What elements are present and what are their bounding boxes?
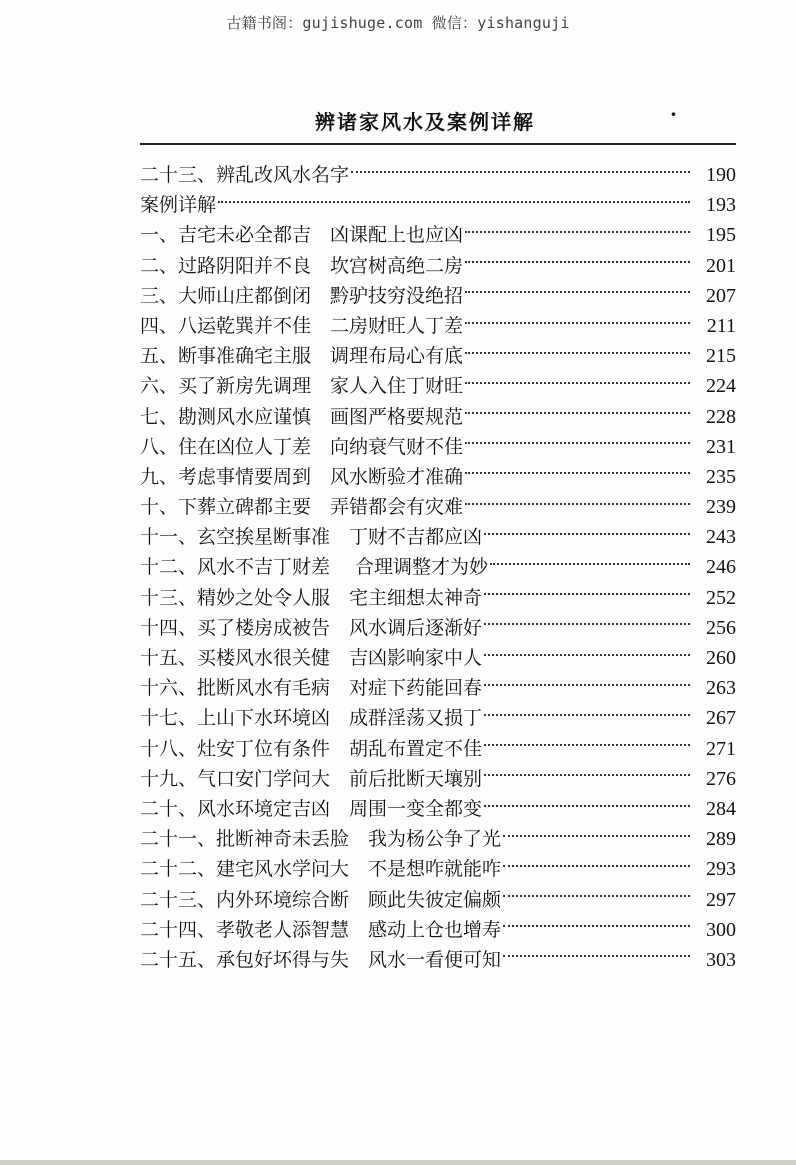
toc-entry-page-number: 284 — [706, 797, 736, 820]
toc-entry[interactable] — [140, 492, 736, 522]
toc-entry-title: 十四、买了楼房成被告 风水调后逐渐好 — [140, 616, 483, 639]
toc-entry[interactable] — [140, 220, 736, 250]
dot-leader — [484, 592, 690, 595]
running-head-mark: · — [670, 102, 677, 126]
toc-entry-page-number: 271 — [706, 737, 736, 760]
toc-entry-page-number: 246 — [706, 556, 736, 579]
toc-entry-title: 九、考虑事情要周到 风水断验才准确 — [140, 465, 464, 488]
toc-entry-title: 十八、灶安丁位有条件 胡乱布置定不佳 — [140, 737, 483, 760]
watermark-text: 古籍书阁：gujishuge.com 微信：yishanguji — [226, 14, 570, 32]
toc-entry-title: 八、住在凶位人丁差 向纳衰气财不佳 — [140, 435, 464, 458]
toc-entry-page-number: 215 — [706, 345, 736, 368]
toc-entry-page-number: 252 — [706, 586, 736, 609]
dot-leader — [484, 653, 690, 656]
dot-leader — [465, 321, 690, 324]
toc-entry-page-number: 211 — [706, 314, 736, 337]
toc-entry-page-number: 293 — [706, 858, 736, 881]
dot-leader — [465, 351, 690, 354]
toc-entry-page-number: 303 — [706, 948, 736, 971]
toc-entry-title: 二十四、孝敬老人添智慧 感动上仓也增寿 — [140, 918, 502, 941]
toc-entry[interactable] — [140, 462, 736, 492]
toc-entry[interactable] — [140, 402, 736, 432]
toc-entry-page-number: 256 — [706, 616, 736, 639]
toc-entry-title: 二十、风水环境定吉凶 周围一变全都变 — [140, 797, 483, 820]
dot-leader — [465, 471, 690, 474]
running-head-title: 辨诸家风水及案例详解 — [315, 110, 535, 134]
toc-entry-page-number: 195 — [706, 224, 736, 247]
toc-entry[interactable] — [140, 613, 736, 643]
toc-entry[interactable] — [140, 915, 736, 945]
dot-leader — [484, 743, 690, 746]
toc-entry-title: 五、断事准确宅主服 调理布局心有底 — [140, 345, 464, 368]
dot-leader — [484, 622, 690, 625]
dot-leader — [503, 834, 690, 837]
toc-entry[interactable] — [140, 945, 736, 975]
toc-entry[interactable] — [140, 734, 736, 764]
toc-entry-page-number: 224 — [706, 375, 736, 398]
toc-entry-title: 二十五、承包好坏得与失 风水一看便可知 — [140, 948, 502, 971]
dot-leader — [465, 411, 690, 414]
toc-entry[interactable] — [140, 251, 736, 281]
toc-entry-title: 十、下葬立碑都主要 弄错都会有灾难 — [140, 496, 464, 519]
dot-leader — [503, 864, 690, 867]
dot-leader — [218, 200, 690, 203]
toc-entry-title: 二十三、内外环境综合断 顾此失彼定偏颇 — [140, 888, 502, 911]
toc-entry-title: 二十三、辨乱改风水名字 — [140, 164, 350, 186]
toc-entry[interactable] — [140, 432, 736, 462]
dot-leader — [490, 562, 690, 565]
toc-entry[interactable] — [140, 552, 736, 582]
dot-leader — [484, 773, 690, 776]
toc-entry-title: 二十二、建宅风水学问大 不是想咋就能咋 — [140, 858, 502, 881]
toc-entry-page-number: 300 — [706, 918, 736, 941]
toc-entry-title: 十二、风水不吉丁财差 合理调整才为妙 — [140, 556, 489, 579]
dot-leader — [465, 381, 690, 384]
toc-entry-title: 七、勘测风水应谨慎 画图严格要规范 — [140, 405, 464, 428]
toc-entry-page-number: 243 — [706, 526, 736, 549]
toc-entry-page-number: 228 — [706, 405, 736, 428]
toc-entry-page-number: 267 — [706, 707, 736, 730]
toc-entry[interactable] — [140, 885, 736, 915]
toc-entry-title: 四、八运乾巽并不佳 二房财旺人丁差 — [140, 314, 464, 337]
toc-entry-title: 十五、买楼风水很关健 吉凶影响家中人 — [140, 647, 483, 669]
toc-entry[interactable] — [140, 160, 736, 190]
toc-entry-title: 六、买了新房先调理 家人入住丁财旺 — [140, 375, 464, 398]
toc-entry-page-number: 276 — [706, 767, 736, 790]
running-head — [140, 102, 736, 138]
toc-entry-page-number: 231 — [706, 435, 736, 458]
toc-entry-page-number: 235 — [706, 465, 736, 488]
dot-leader — [465, 230, 690, 233]
dot-leader — [465, 290, 690, 293]
toc-entry-title: 二十一、批断神奇未丢脸 我为杨公争了光 — [140, 828, 502, 851]
toc-entry-title: 三、大师山庄都倒闭 黔驴技穷没绝招 — [140, 284, 464, 307]
toc-entry[interactable] — [140, 371, 736, 401]
table-of-contents — [140, 160, 736, 975]
toc-entry-title: 一、吉宅未必全都吉 凶课配上也应凶 — [140, 224, 464, 247]
toc-entry[interactable] — [140, 522, 736, 552]
dot-leader — [465, 441, 690, 444]
dot-leader — [503, 894, 690, 897]
dot-leader — [465, 502, 690, 505]
toc-entry-page-number: 193 — [706, 194, 736, 217]
toc-entry[interactable] — [140, 764, 736, 794]
toc-entry-page-number: 190 — [706, 164, 736, 186]
toc-entry-page-number: 239 — [706, 496, 736, 519]
toc-entry[interactable] — [140, 703, 736, 733]
toc-entry[interactable] — [140, 583, 736, 613]
dot-leader — [503, 924, 690, 927]
toc-entry-page-number: 201 — [706, 254, 736, 277]
toc-entry[interactable] — [140, 281, 736, 311]
toc-entry[interactable] — [140, 341, 736, 371]
toc-entry-title: 十一、玄空挨星断事准 丁财不吉都应凶 — [140, 526, 483, 549]
toc-entry-title: 二、过路阴阳并不良 坎宫树高绝二房 — [140, 254, 464, 277]
toc-entry-title: 十三、精妙之处令人服 宅主细想太神奇 — [140, 586, 483, 609]
toc-entry-page-number: 207 — [706, 284, 736, 307]
dot-leader — [484, 683, 690, 686]
dot-leader — [465, 260, 690, 263]
toc-entry-title: 十七、上山下水环境凶 成群淫荡又损丁 — [140, 707, 483, 730]
toc-entry-page-number: 297 — [706, 888, 736, 911]
toc-entry[interactable] — [140, 794, 736, 824]
page-bottom-edge — [0, 1160, 796, 1165]
toc-entry[interactable] — [140, 854, 736, 884]
dot-leader — [484, 532, 690, 535]
dot-leader — [484, 713, 690, 716]
dot-leader — [351, 170, 690, 173]
toc-entry-page-number: 263 — [706, 677, 736, 700]
toc-entry[interactable] — [140, 643, 736, 673]
dot-leader — [503, 954, 690, 957]
toc-entry[interactable] — [140, 311, 736, 341]
dot-leader — [484, 804, 690, 807]
toc-entry[interactable] — [140, 824, 736, 854]
toc-entry-title: 案例详解 — [140, 194, 217, 217]
header-rule — [140, 143, 736, 145]
toc-entry-page-number: 289 — [706, 828, 736, 851]
toc-entry-title: 十九、气口安门学问大 前后批断天壤别 — [140, 767, 483, 790]
toc-entry[interactable] — [140, 673, 736, 703]
toc-entry-page-number: 260 — [706, 647, 736, 669]
toc-entry-title: 十六、批断风水有毛病 对症下药能回春 — [140, 677, 483, 700]
toc-entry[interactable] — [140, 190, 736, 220]
